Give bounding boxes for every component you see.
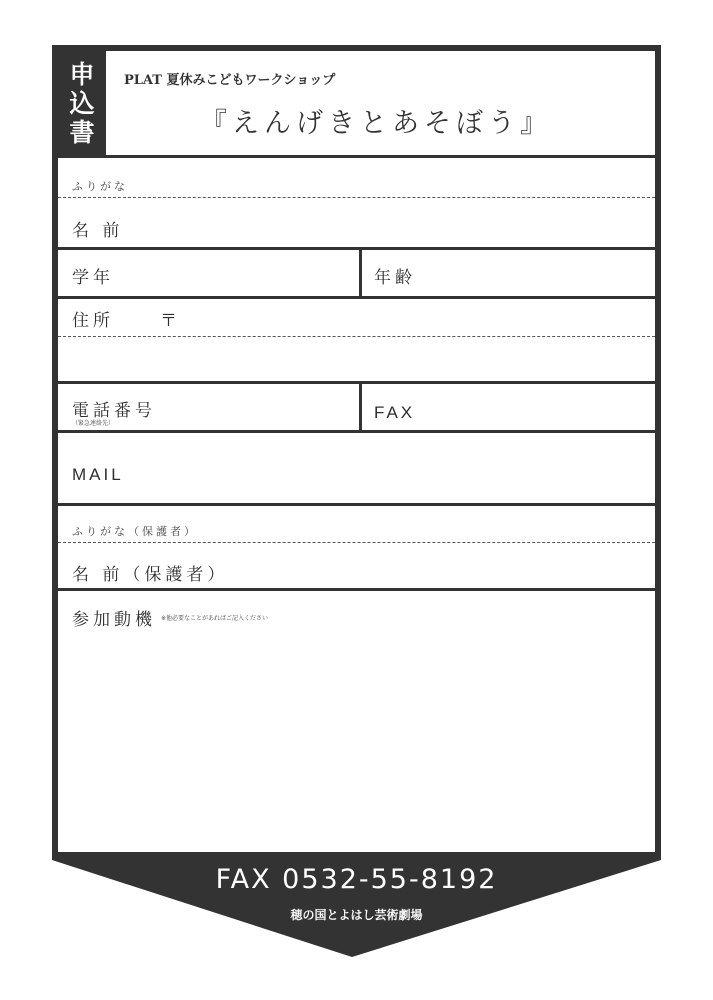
form-type-badge: [58, 51, 106, 155]
name-field[interactable]: [58, 201, 655, 247]
column-divider: [359, 250, 362, 296]
application-form: [52, 45, 661, 858]
age-field[interactable]: [363, 250, 655, 296]
badge-char-1: 申: [69, 59, 95, 89]
divider: [58, 155, 655, 158]
grade-field[interactable]: [58, 250, 350, 296]
dashed-divider: [58, 542, 655, 543]
badge-char-3: 書: [69, 117, 95, 147]
guardian-name-field[interactable]: [58, 545, 655, 588]
name-label: 名 前: [72, 221, 124, 241]
dashed-divider: [58, 197, 655, 198]
fax-field[interactable]: [363, 384, 655, 430]
guardian-furigana-label: ふりがな（保護者）: [72, 525, 198, 538]
motivation-label: 参加動機: [72, 610, 156, 630]
fax-banner: [52, 858, 661, 958]
phone-note: （緊急連絡先）: [72, 420, 115, 427]
theatre-name: 穂の国とよはし芸術劇場: [290, 908, 423, 922]
age-label: 年齢: [374, 268, 416, 288]
guardian-name-label: 名 前（保護者）: [72, 565, 229, 585]
workshop-title: 『えんげきとあそぼう』: [200, 108, 552, 139]
address-label: 住所: [72, 311, 114, 331]
grade-label: 学年: [72, 268, 114, 288]
furigana-label: ふりがな: [72, 180, 128, 193]
phone-label: 電話番号: [72, 401, 156, 421]
fax-label: FAX: [374, 403, 416, 422]
workshop-subtitle: PLAT 夏休みこどもワークショップ: [124, 73, 336, 88]
motivation-field[interactable]: [58, 591, 655, 852]
column-divider: [359, 384, 362, 430]
mail-field[interactable]: [58, 433, 655, 503]
mail-label: MAIL: [72, 465, 124, 484]
motivation-note: ※他必要なことがあればご記入ください: [161, 615, 269, 622]
badge-char-2: 込: [69, 88, 95, 118]
phone-field[interactable]: [58, 384, 350, 430]
fax-number: FAX 0532-55-8192: [215, 864, 498, 895]
address-field[interactable]: [58, 299, 655, 381]
divider: [58, 503, 655, 506]
postal-mark: 〒: [160, 311, 181, 331]
